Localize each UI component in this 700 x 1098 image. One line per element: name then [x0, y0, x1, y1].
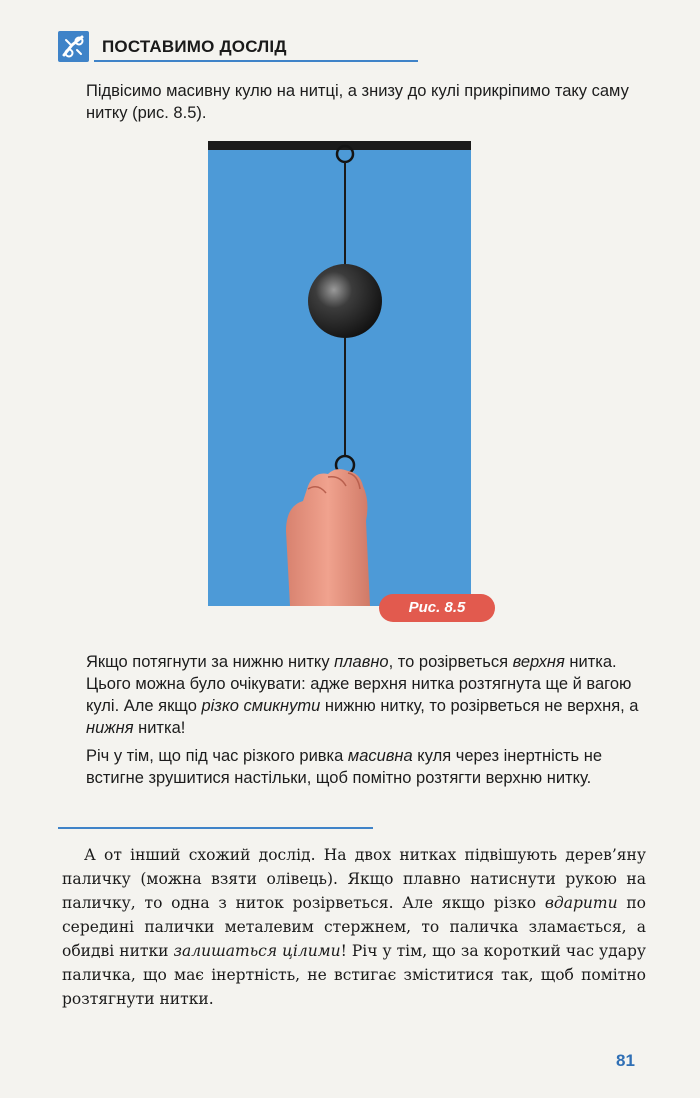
explanation-emph-massive: масивна: [347, 747, 413, 765]
result-emph-smooth: плавно: [334, 653, 389, 671]
result-emph-upper: верхня: [512, 653, 565, 671]
result-paragraph: [86, 651, 648, 739]
explanation-text-1: Річ у тім, що під час різкого ривка: [86, 747, 348, 765]
result-text-3: нитка. Цього можна було очікувати: адже верхня нитка розтягнута ще й вагою кулі. Але якщо: [86, 653, 632, 715]
hand-icon: [286, 469, 370, 606]
page-number: 81: [616, 1051, 635, 1070]
result-text-4: нижню нитку, то розірветься не верхня, а: [320, 697, 639, 715]
result-emph-lower: нижня: [86, 719, 134, 737]
ball-icon: [308, 264, 382, 338]
explanation-text-2: куля через інертність не встигне зрушитися настільки, щоб помітно розтягти верхню нитку.: [86, 747, 603, 787]
result-emph-jerk: різко смикнути: [201, 697, 321, 715]
header-underline: [94, 60, 418, 62]
result-text-2: , то розірветься: [388, 653, 513, 671]
figure-label: Рис. 8.5: [379, 594, 495, 622]
result-text-5: нитка!: [133, 719, 186, 737]
explanation-paragraph: [86, 745, 648, 789]
another-experiment-paragraph: [62, 843, 646, 1011]
figure-image: [208, 141, 471, 606]
section-header: [58, 31, 418, 65]
another-text-1: А от інший схожий дослід. На двох нитках підвішують дерев’яну паличку (можна взяти олівець). Якщо плавно натиснути рукою на паличку, то одна з ниток розірветься. Але якщо різко: [62, 846, 646, 912]
experiment-icon: [58, 31, 89, 62]
another-text-3: ! Річ у тім, що за короткий час удару паличка, що має інертність, не встигає зміститися так, щоб помітно розтягнути нитки.: [62, 942, 646, 1008]
another-emph-intact: залишаться цілими: [173, 942, 341, 960]
result-text-1: Якщо потягнути за нижню нитку: [86, 653, 335, 671]
section-title: ПОСТАВИМО ДОСЛІД: [102, 37, 287, 56]
another-emph-hit: вдарити: [544, 894, 618, 912]
another-text-2: по середині палички металевим стержнем, то паличка зламається, а обидві нитки: [62, 894, 647, 960]
section-separator: [58, 827, 373, 829]
intro-paragraph: Підвісимо масивну кулю на нитці, а знизу до кулі прикріпимо таку саму нитку (рис. 8.5).: [86, 82, 629, 122]
